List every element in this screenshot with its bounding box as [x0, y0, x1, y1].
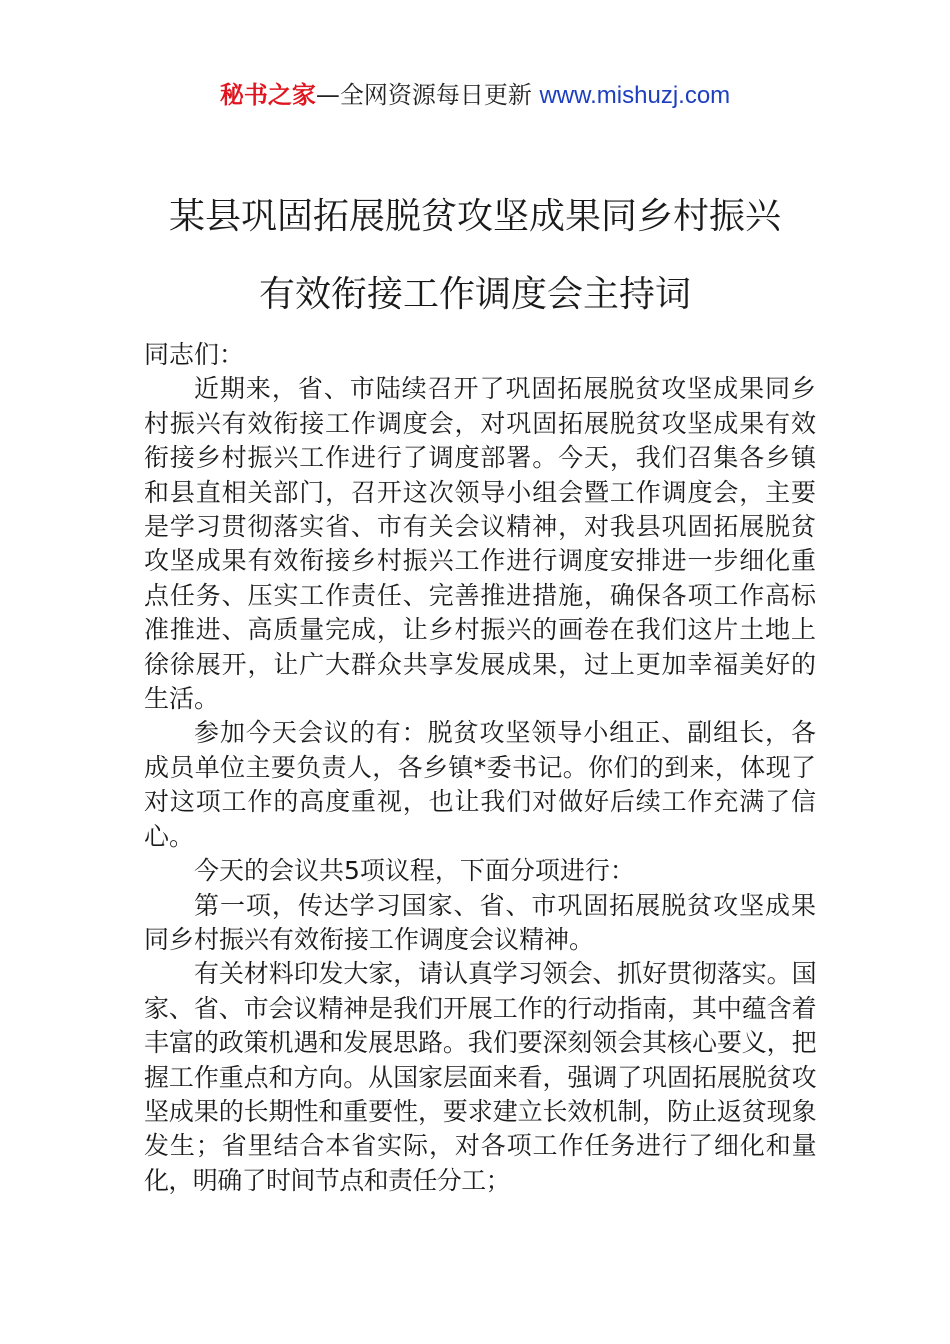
body-paragraph-2: 参加今天会议的有：脱贫攻坚领导小组正、副组长，各成员单位主要负责人，各乡镇*委书记。你们的到来，体现了对这项工作的高度重视，也让我们对做好后续工作充满了信心。	[144, 718, 816, 851]
site-brand: 秘书之家	[219, 81, 316, 109]
document-title-line-2: 有效衔接工作调度会主持词	[258, 274, 691, 315]
body-paragraph-1: 近期来，省、市陆续召开了巩固拓展脱贫攻坚成果同乡村振兴有效衔接工作调度会，对巩固拓展脱贫攻坚成果有效衔接乡村振兴工作进行了调度部署。今天，我们召集各乡镇和县直相关部门，召开这次领导小组会暨工作调度会，主要是学习贯彻落实省、市有关会议精神，对我县巩固拓展脱贫攻坚成果有效衔接乡村振兴工作进行调度安排进一步细化重点任务、压实工作责任、完善推进措施，确保各项工作高标准推进、高质量完成，让乡村振兴的画卷在我们这片土地上徐徐展开，让广大群众共享发展成果，过上更加幸福美好的生活。	[144, 374, 816, 714]
document-title-line-1: 某县巩固拓展脱贫攻坚成果同乡村振兴	[168, 196, 781, 237]
salutation: 同志们：	[144, 340, 245, 369]
body-paragraph-5: 有关材料印发大家，请认真学习领会、抓好贯彻落实。国家、省、市会议精神是我们开展工作的行动指南，其中蕴含着丰富的政策机遇和发展思路。我们要深刻领会其核心要义，把握工作重点和方向。从国家层面来看，强调了巩固拓展脱贫攻坚成果的长期性和重要性，要求建立长效机制，防止返贫现象发生；省里结合本省实际，对各项工作任务进行了细化和量化，明确了时间节点和责任分工；	[144, 959, 816, 1195]
document-body	[144, 338, 816, 1198]
body-paragraph-4: 第一项，传达学习国家、省、市巩固拓展脱贫攻坚成果同乡村振兴有效衔接工作调度会议精神。	[144, 890, 816, 954]
site-tagline: —全网资源每日更新	[315, 81, 540, 109]
body-paragraph-3: 今天的会议共5项议程，下面分项进行：	[194, 856, 635, 886]
document-title	[0, 178, 950, 334]
site-header	[0, 78, 950, 113]
site-url-link[interactable]: www.mishuzj.com	[539, 82, 731, 109]
